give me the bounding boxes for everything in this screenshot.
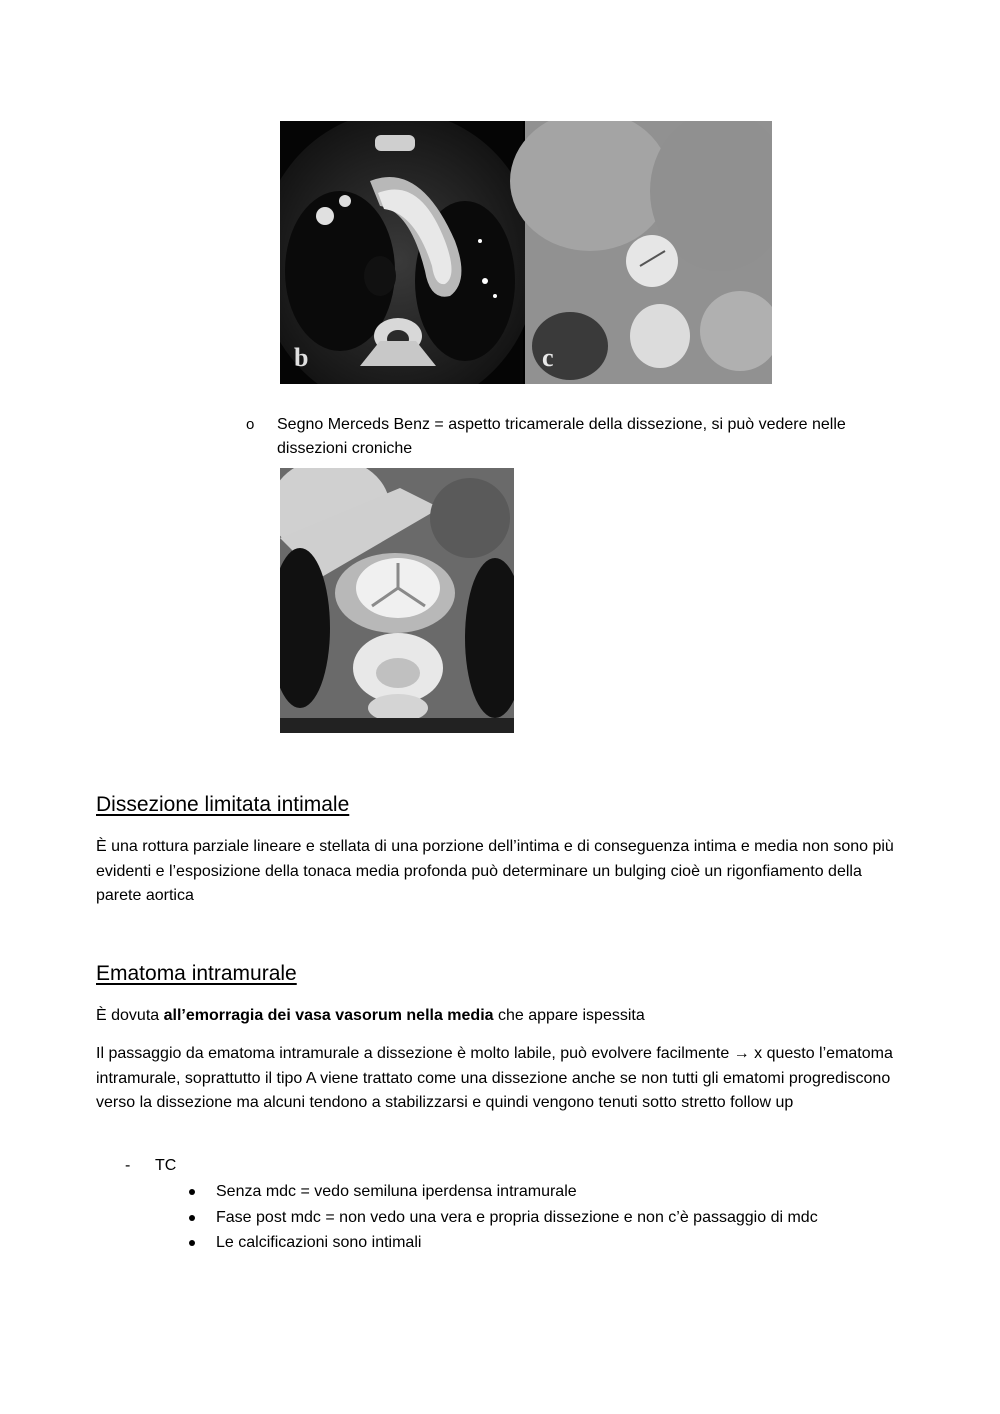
bullet-dot-icon <box>189 1240 195 1246</box>
list-item-tc-label: TC <box>155 1157 177 1174</box>
panel-c-label: c <box>542 343 554 372</box>
paragraph-ematoma-cause <box>96 1004 901 1029</box>
paragraph-ematoma-cause-bold: all’emorragia dei vasa vasorum nella media <box>163 1007 494 1024</box>
circle-bullet-marker: o <box>246 416 255 433</box>
bullet-dot-icon <box>189 1215 195 1221</box>
list-item <box>186 1179 818 1205</box>
paragraph-ematoma-evolution: Il passaggio da ematoma intramurale a dissezione è molto labile, può evolvere facilmente → x questo l’ematoma intramurale, soprattutto il tipo A viene trattato come una dissezione anche se non tutti gli ematomi progrediscono verso la dissezione ma alcuni tendono a stabilizzarsi e quindi vengono tenuti sotto stretto follow up <box>96 1045 893 1111</box>
bullet-text: Fase post mdc = non vedo una vera e propria dissezione e non c’è passaggio di mdc <box>216 1208 818 1226</box>
section-heading-dissezione-intimale: Dissezione limitata intimale <box>96 793 350 816</box>
panel-b-label: b <box>294 343 309 372</box>
ct-scan-image-bc <box>280 121 772 384</box>
paragraph-ematoma-cause-prefix: È dovuta <box>96 1007 164 1024</box>
dash-marker: - <box>125 1157 131 1174</box>
section-heading-ematoma-intramurale: Ematoma intramurale <box>96 962 297 985</box>
tc-bullet-list <box>186 1179 818 1256</box>
ct-scan-image-mercedes <box>280 468 514 733</box>
bullet-text: Senza mdc = vedo semiluna iperdensa intramurale <box>216 1183 577 1200</box>
bullet-text: Le calcificazioni sono intimali <box>216 1234 422 1251</box>
sub-list-item-text: Segno Merceds Benz = aspetto tricamerale della dissezione, si può vedere nelle dissezioni croniche <box>277 416 846 457</box>
paragraph-ematoma-cause-suffix: che appare ispessita <box>493 1007 645 1024</box>
paragraph-dissezione-intimale: È una rottura parziale lineare e stellata di una porzione dell’intima e di conseguenza intima e media non sono più evidenti e l’esposizione della tonaca media profonda può determinare un bulging cioè un rigonfiamento della parete aortica <box>96 838 894 904</box>
bullet-dot-icon <box>189 1189 195 1195</box>
list-item <box>186 1205 818 1231</box>
list-item <box>186 1230 818 1256</box>
